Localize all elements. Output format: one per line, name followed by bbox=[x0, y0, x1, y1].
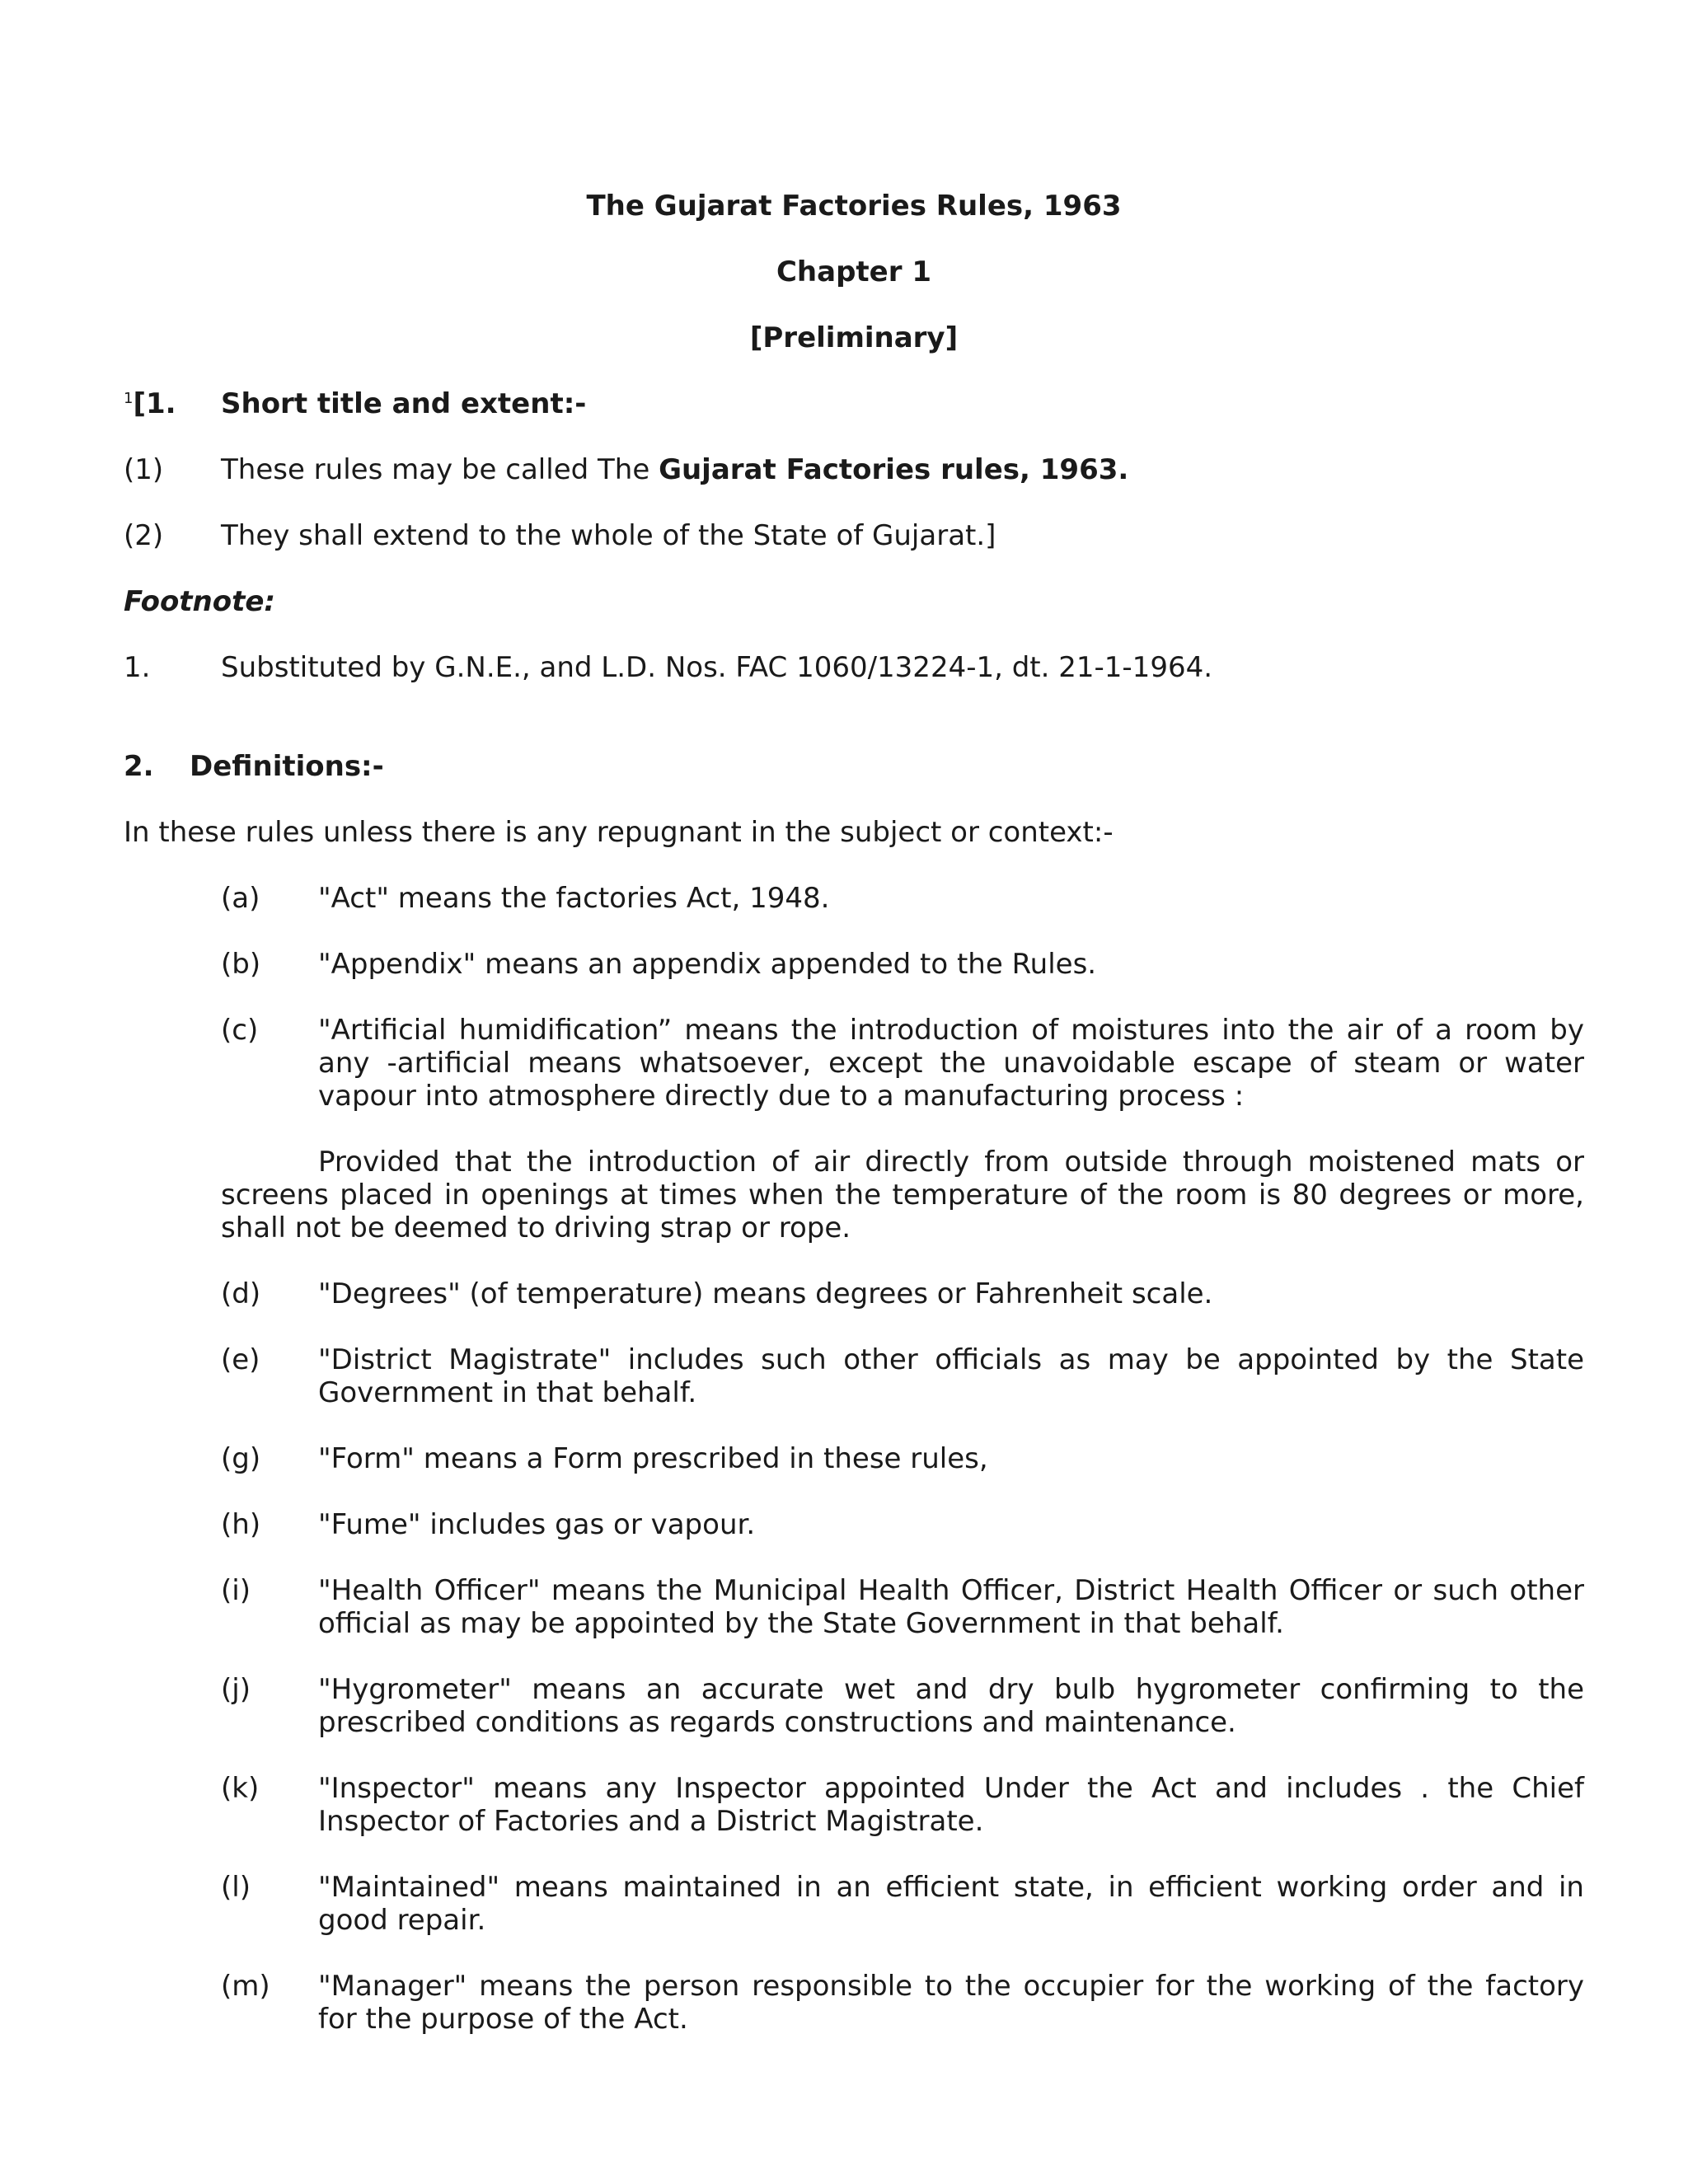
definition-text: "Act" means the factories Act, 1948. bbox=[318, 882, 830, 915]
definition-text: "Health Officer" means the Municipal Health Officer, District Health Officer or such other official as may be appointed by the State Government in that behalf. bbox=[318, 1574, 1584, 1640]
definition-text: "Degrees" (of temperature) means degrees or Fahrenheit scale. bbox=[318, 1277, 1213, 1310]
definition-label: (k) bbox=[221, 1772, 260, 1805]
definition-item bbox=[221, 1871, 1584, 1937]
definition-label: (l) bbox=[221, 1871, 251, 1904]
definition-text: "Form" means a Form prescribed in these rules, bbox=[318, 1442, 988, 1475]
chapter-heading: Chapter 1 bbox=[776, 255, 931, 288]
definition-item bbox=[221, 1014, 1584, 1113]
proviso-text: Provided that the introduction of air directly from outside through moistened mats or screens placed in openings at times when the temperature of the room is 80 degrees or more, shall not be deemed to driving strap or rope. bbox=[221, 1146, 1584, 1244]
definition-label: (h) bbox=[221, 1508, 261, 1541]
definition-item bbox=[221, 1574, 1584, 1640]
item-number: (1) bbox=[124, 453, 164, 486]
definition-text: "Hygrometer" means an accurate wet and dry bulb hygrometer confirming to the prescribed conditions as regards constructions and maintenance. bbox=[318, 1673, 1584, 1739]
item-text: These rules may be called The Gujarat Factories rules, 1963. bbox=[221, 453, 1129, 486]
document-page bbox=[124, 190, 1584, 2069]
definition-label: (i) bbox=[221, 1574, 251, 1607]
footnote-number: 1. bbox=[124, 651, 151, 684]
rule-1-item-2 bbox=[124, 519, 1584, 552]
footnote-entry bbox=[124, 651, 1584, 684]
definition-item bbox=[221, 1442, 1584, 1475]
rule-1-heading bbox=[124, 387, 1584, 420]
footnote-label: Footnote: bbox=[124, 585, 276, 618]
footnote-mark: 1 bbox=[124, 390, 134, 407]
definition-label: (m) bbox=[221, 1970, 270, 2003]
rule-1-title: Short title and extent:- bbox=[221, 387, 587, 420]
definition-label: (d) bbox=[221, 1277, 261, 1310]
definition-item bbox=[221, 1673, 1584, 1739]
definition-text: "District Magistrate" includes such other officials as may be appointed by the State Government in that behalf. bbox=[318, 1343, 1584, 1409]
definition-label: (a) bbox=[221, 882, 260, 915]
definition-label: (j) bbox=[221, 1673, 251, 1706]
rule-2-heading bbox=[124, 750, 1584, 783]
footnote-text: Substituted by G.N.E., and L.D. Nos. FAC 1060/13224-1, dt. 21-1-1964. bbox=[221, 651, 1213, 684]
rules-name: Gujarat Factories rules, 1963. bbox=[659, 453, 1129, 486]
definition-item bbox=[221, 1343, 1584, 1409]
definition-text: "Artificial humidification” means the introduction of moistures into the air of a room by any -artificial means whatsoever, except the unavoidable escape of steam or water vapour into atmosphere directly due to a manufacturing process : bbox=[318, 1014, 1584, 1113]
definition-text: "Fume" includes gas or vapour. bbox=[318, 1508, 756, 1541]
definition-item bbox=[221, 1277, 1584, 1310]
rule-2-title: Definitions:- bbox=[190, 750, 384, 783]
rule-1-item-1 bbox=[124, 453, 1584, 486]
definition-item bbox=[221, 882, 1584, 915]
definition-item bbox=[221, 1970, 1584, 2036]
rule-2-number: 2. bbox=[124, 750, 154, 783]
definition-item bbox=[221, 1772, 1584, 1838]
definition-label: (c) bbox=[221, 1014, 259, 1047]
definition-text: "Maintained" means maintained in an efficient state, in efficient working order and in good repair. bbox=[318, 1871, 1584, 1937]
definition-label: (g) bbox=[221, 1442, 261, 1475]
definitions-list bbox=[221, 882, 1584, 2036]
definition-label: (e) bbox=[221, 1343, 260, 1376]
rule-1-number: $^1$[1. bbox=[124, 387, 176, 420]
definition-text: "Manager" means the person responsible to the occupier for the working of the factory for the purpose of the Act. bbox=[318, 1970, 1584, 2036]
section-name: [Preliminary] bbox=[749, 321, 959, 354]
definition-label: (b) bbox=[221, 948, 261, 981]
definition-item bbox=[221, 948, 1584, 981]
definition-text: "Appendix" means an appendix appended to the Rules. bbox=[318, 948, 1097, 981]
definition-text: "Inspector" means any Inspector appointed Under the Act and includes . the Chief Inspector of Factories and a District Magistrate. bbox=[318, 1772, 1584, 1838]
definitions-intro: In these rules unless there is any repugnant in the subject or context:- bbox=[124, 816, 1114, 849]
item-text: They shall extend to the whole of the State of Gujarat.] bbox=[221, 519, 996, 552]
definition-item bbox=[221, 1508, 1584, 1541]
item-number: (2) bbox=[124, 519, 164, 552]
document-title: The Gujarat Factories Rules, 1963 bbox=[586, 190, 1122, 223]
